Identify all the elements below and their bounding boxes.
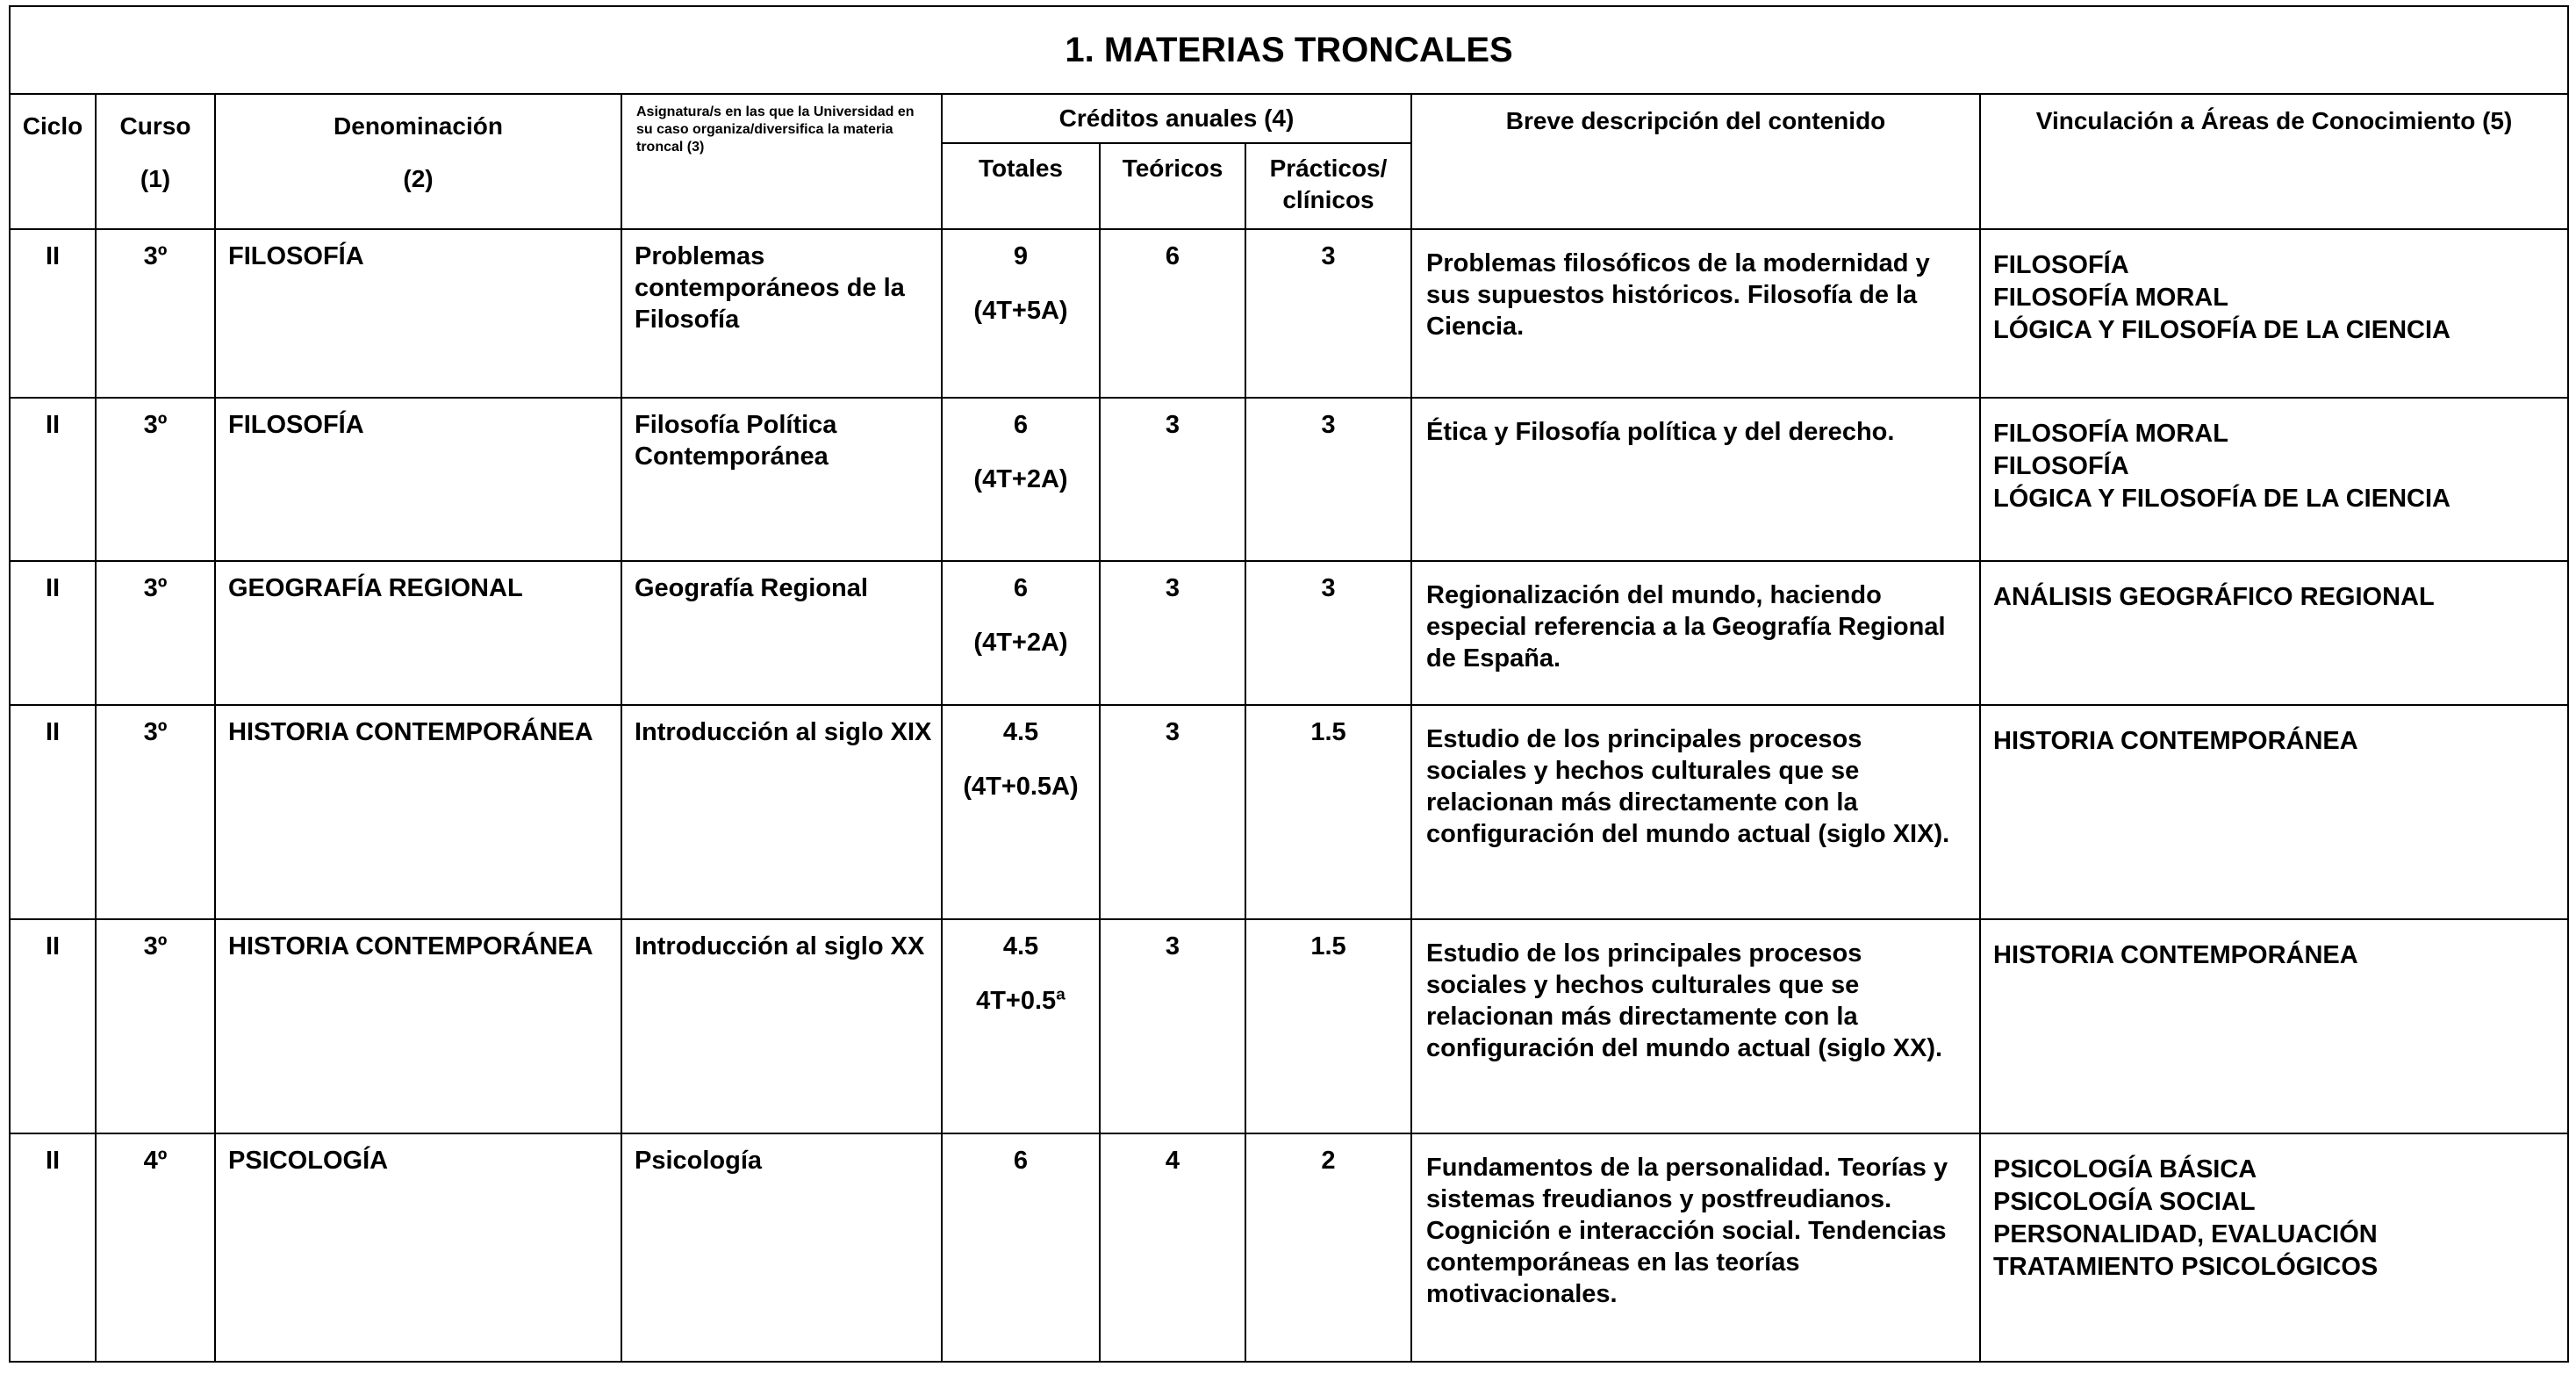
header-curso-label: Curso	[119, 112, 191, 140]
header-denominacion	[215, 94, 621, 229]
cell-areas	[1980, 1133, 2568, 1362]
cell-areas	[1980, 398, 2568, 561]
cell-asignatura: Problemas contemporáneos de la Filosofía	[621, 229, 942, 398]
area-item: LÓGICA Y FILOSOFÍA DE LA CIENCIA	[1993, 485, 2450, 513]
area-item: PSICOLOGÍA BÁSICA	[1993, 1155, 2257, 1183]
cell-totales	[942, 705, 1100, 919]
totales-value: 6	[1013, 411, 1029, 439]
cell-descripcion: Ética y Filosofía política y del derecho.	[1411, 398, 1980, 561]
area-item: LÓGICA Y FILOSOFÍA DE LA CIENCIA	[1993, 316, 2450, 344]
cell-ciclo: II	[10, 398, 96, 561]
totales-detail: (4T+5A)	[973, 297, 1068, 325]
header-ciclo-label: Ciclo	[22, 112, 83, 140]
cell-teoricos: 3	[1100, 398, 1245, 561]
area-item: FILOSOFÍA MORAL	[1993, 420, 2228, 448]
cell-practicos: 3	[1245, 561, 1411, 705]
cell-areas	[1980, 705, 2568, 919]
area-item: TRATAMIENTO PSICOLÓGICOS	[1993, 1253, 2379, 1281]
table-row	[10, 1133, 2568, 1362]
cell-curso: 3º	[96, 229, 215, 398]
header-asignaturas: Asignatura/s en las que la Universidad en su caso organiza/diversifica la materia troncal (3)	[621, 94, 942, 229]
cell-ciclo: II	[10, 229, 96, 398]
cell-teoricos: 4	[1100, 1133, 1245, 1362]
totales-value: 9	[1013, 242, 1029, 270]
cell-areas	[1980, 561, 2568, 705]
area-item: PSICOLOGÍA SOCIAL	[1993, 1188, 2256, 1216]
header-totales: Totales	[942, 143, 1100, 229]
materias-troncales-table	[9, 5, 2569, 1363]
header-descripcion: Breve descripción del contenido	[1411, 94, 1980, 229]
cell-descripcion: Regionalización del mundo, haciendo especial referencia a la Geografía Regional de España.	[1411, 561, 1980, 705]
cell-asignatura: Introducción al siglo XX	[621, 919, 942, 1133]
totales-value: 4.5	[1002, 718, 1039, 746]
totales-detail: (4T+2A)	[973, 629, 1068, 657]
cell-teoricos: 3	[1100, 705, 1245, 919]
cell-curso: 3º	[96, 398, 215, 561]
header-curso	[96, 94, 215, 229]
area-item: FILOSOFÍA MORAL	[1993, 284, 2228, 312]
cell-descripcion: Estudio de los principales procesos sociales y hechos culturales que se relacionan más directamente con la configuración del mundo actual (siglo XIX).	[1411, 705, 1980, 919]
cell-areas	[1980, 919, 2568, 1133]
cell-teoricos: 3	[1100, 561, 1245, 705]
cell-denominacion: HISTORIA CONTEMPORÁNEA	[215, 705, 621, 919]
table-row	[10, 398, 2568, 561]
totales-detail: (4T+2A)	[973, 465, 1068, 493]
cell-curso: 3º	[96, 919, 215, 1133]
cell-descripcion: Estudio de los principales procesos sociales y hechos culturales que se relacionan más directamente con la configuración del mundo actual (siglo XX).	[1411, 919, 1980, 1133]
cell-ciclo: II	[10, 705, 96, 919]
cell-teoricos: 3	[1100, 919, 1245, 1133]
cell-practicos: 1.5	[1245, 919, 1411, 1133]
area-item: ANÁLISIS GEOGRÁFICO REGIONAL	[1993, 583, 2435, 611]
table-row	[10, 919, 2568, 1133]
document	[9, 5, 2567, 1363]
area-item: PERSONALIDAD, EVALUACIÓN	[1993, 1220, 2378, 1248]
cell-ciclo: II	[10, 561, 96, 705]
cell-practicos: 3	[1245, 229, 1411, 398]
cell-asignatura: Psicología	[621, 1133, 942, 1362]
cell-asignatura: Geografía Regional	[621, 561, 942, 705]
cell-curso: 3º	[96, 561, 215, 705]
area-item: HISTORIA CONTEMPORÁNEA	[1993, 941, 2358, 969]
cell-totales	[942, 919, 1100, 1133]
header-practicos: Prácticos/ clínicos	[1245, 143, 1411, 229]
cell-denominacion: FILOSOFÍA	[215, 229, 621, 398]
cell-totales	[942, 398, 1100, 561]
header-denominacion-label: Denominación	[334, 112, 503, 140]
cell-denominacion: FILOSOFÍA	[215, 398, 621, 561]
table-row	[10, 229, 2568, 398]
header-vinculacion: Vinculación a Áreas de Conocimiento (5)	[1980, 94, 2568, 229]
header-ciclo	[10, 94, 96, 229]
cell-denominacion: HISTORIA CONTEMPORÁNEA	[215, 919, 621, 1133]
table-title: 1. MATERIAS TRONCALES	[10, 6, 2568, 94]
cell-totales	[942, 229, 1100, 398]
table-row	[10, 705, 2568, 919]
cell-curso: 3º	[96, 705, 215, 919]
cell-curso: 4º	[96, 1133, 215, 1362]
cell-totales	[942, 561, 1100, 705]
cell-denominacion: GEOGRAFÍA REGIONAL	[215, 561, 621, 705]
cell-practicos: 1.5	[1245, 705, 1411, 919]
cell-asignatura: Introducción al siglo XIX	[621, 705, 942, 919]
header-teoricos: Teóricos	[1100, 143, 1245, 229]
cell-totales	[942, 1133, 1100, 1362]
totales-detail: 4T+0.5ª	[976, 987, 1066, 1015]
table-row	[10, 561, 2568, 705]
header-denominacion-note: (2)	[403, 165, 434, 192]
header-creditos-anuales: Créditos anuales (4)	[942, 94, 1411, 143]
totales-value: 6	[1013, 1147, 1029, 1175]
totales-value: 6	[1013, 574, 1029, 602]
cell-practicos: 3	[1245, 398, 1411, 561]
cell-ciclo: II	[10, 919, 96, 1133]
totales-detail: (4T+0.5A)	[963, 773, 1079, 801]
cell-teoricos: 6	[1100, 229, 1245, 398]
area-item: HISTORIA CONTEMPORÁNEA	[1993, 727, 2358, 755]
area-item: FILOSOFÍA	[1993, 251, 2129, 279]
cell-ciclo: II	[10, 1133, 96, 1362]
cell-areas	[1980, 229, 2568, 398]
cell-practicos: 2	[1245, 1133, 1411, 1362]
cell-asignatura: Filosofía Política Contemporánea	[621, 398, 942, 561]
area-item: FILOSOFÍA	[1993, 452, 2129, 480]
totales-value: 4.5	[1002, 932, 1039, 960]
cell-descripcion: Fundamentos de la personalidad. Teorías y sistemas freudianos y postfreudianos. Cognición e interacción social. Tendencias contemporáneas en las teorías motivacionales.	[1411, 1133, 1980, 1362]
cell-denominacion: PSICOLOGÍA	[215, 1133, 621, 1362]
cell-descripcion: Problemas filosóficos de la modernidad y sus supuestos históricos. Filosofía de la Ciencia.	[1411, 229, 1980, 398]
header-curso-note: (1)	[140, 165, 171, 192]
